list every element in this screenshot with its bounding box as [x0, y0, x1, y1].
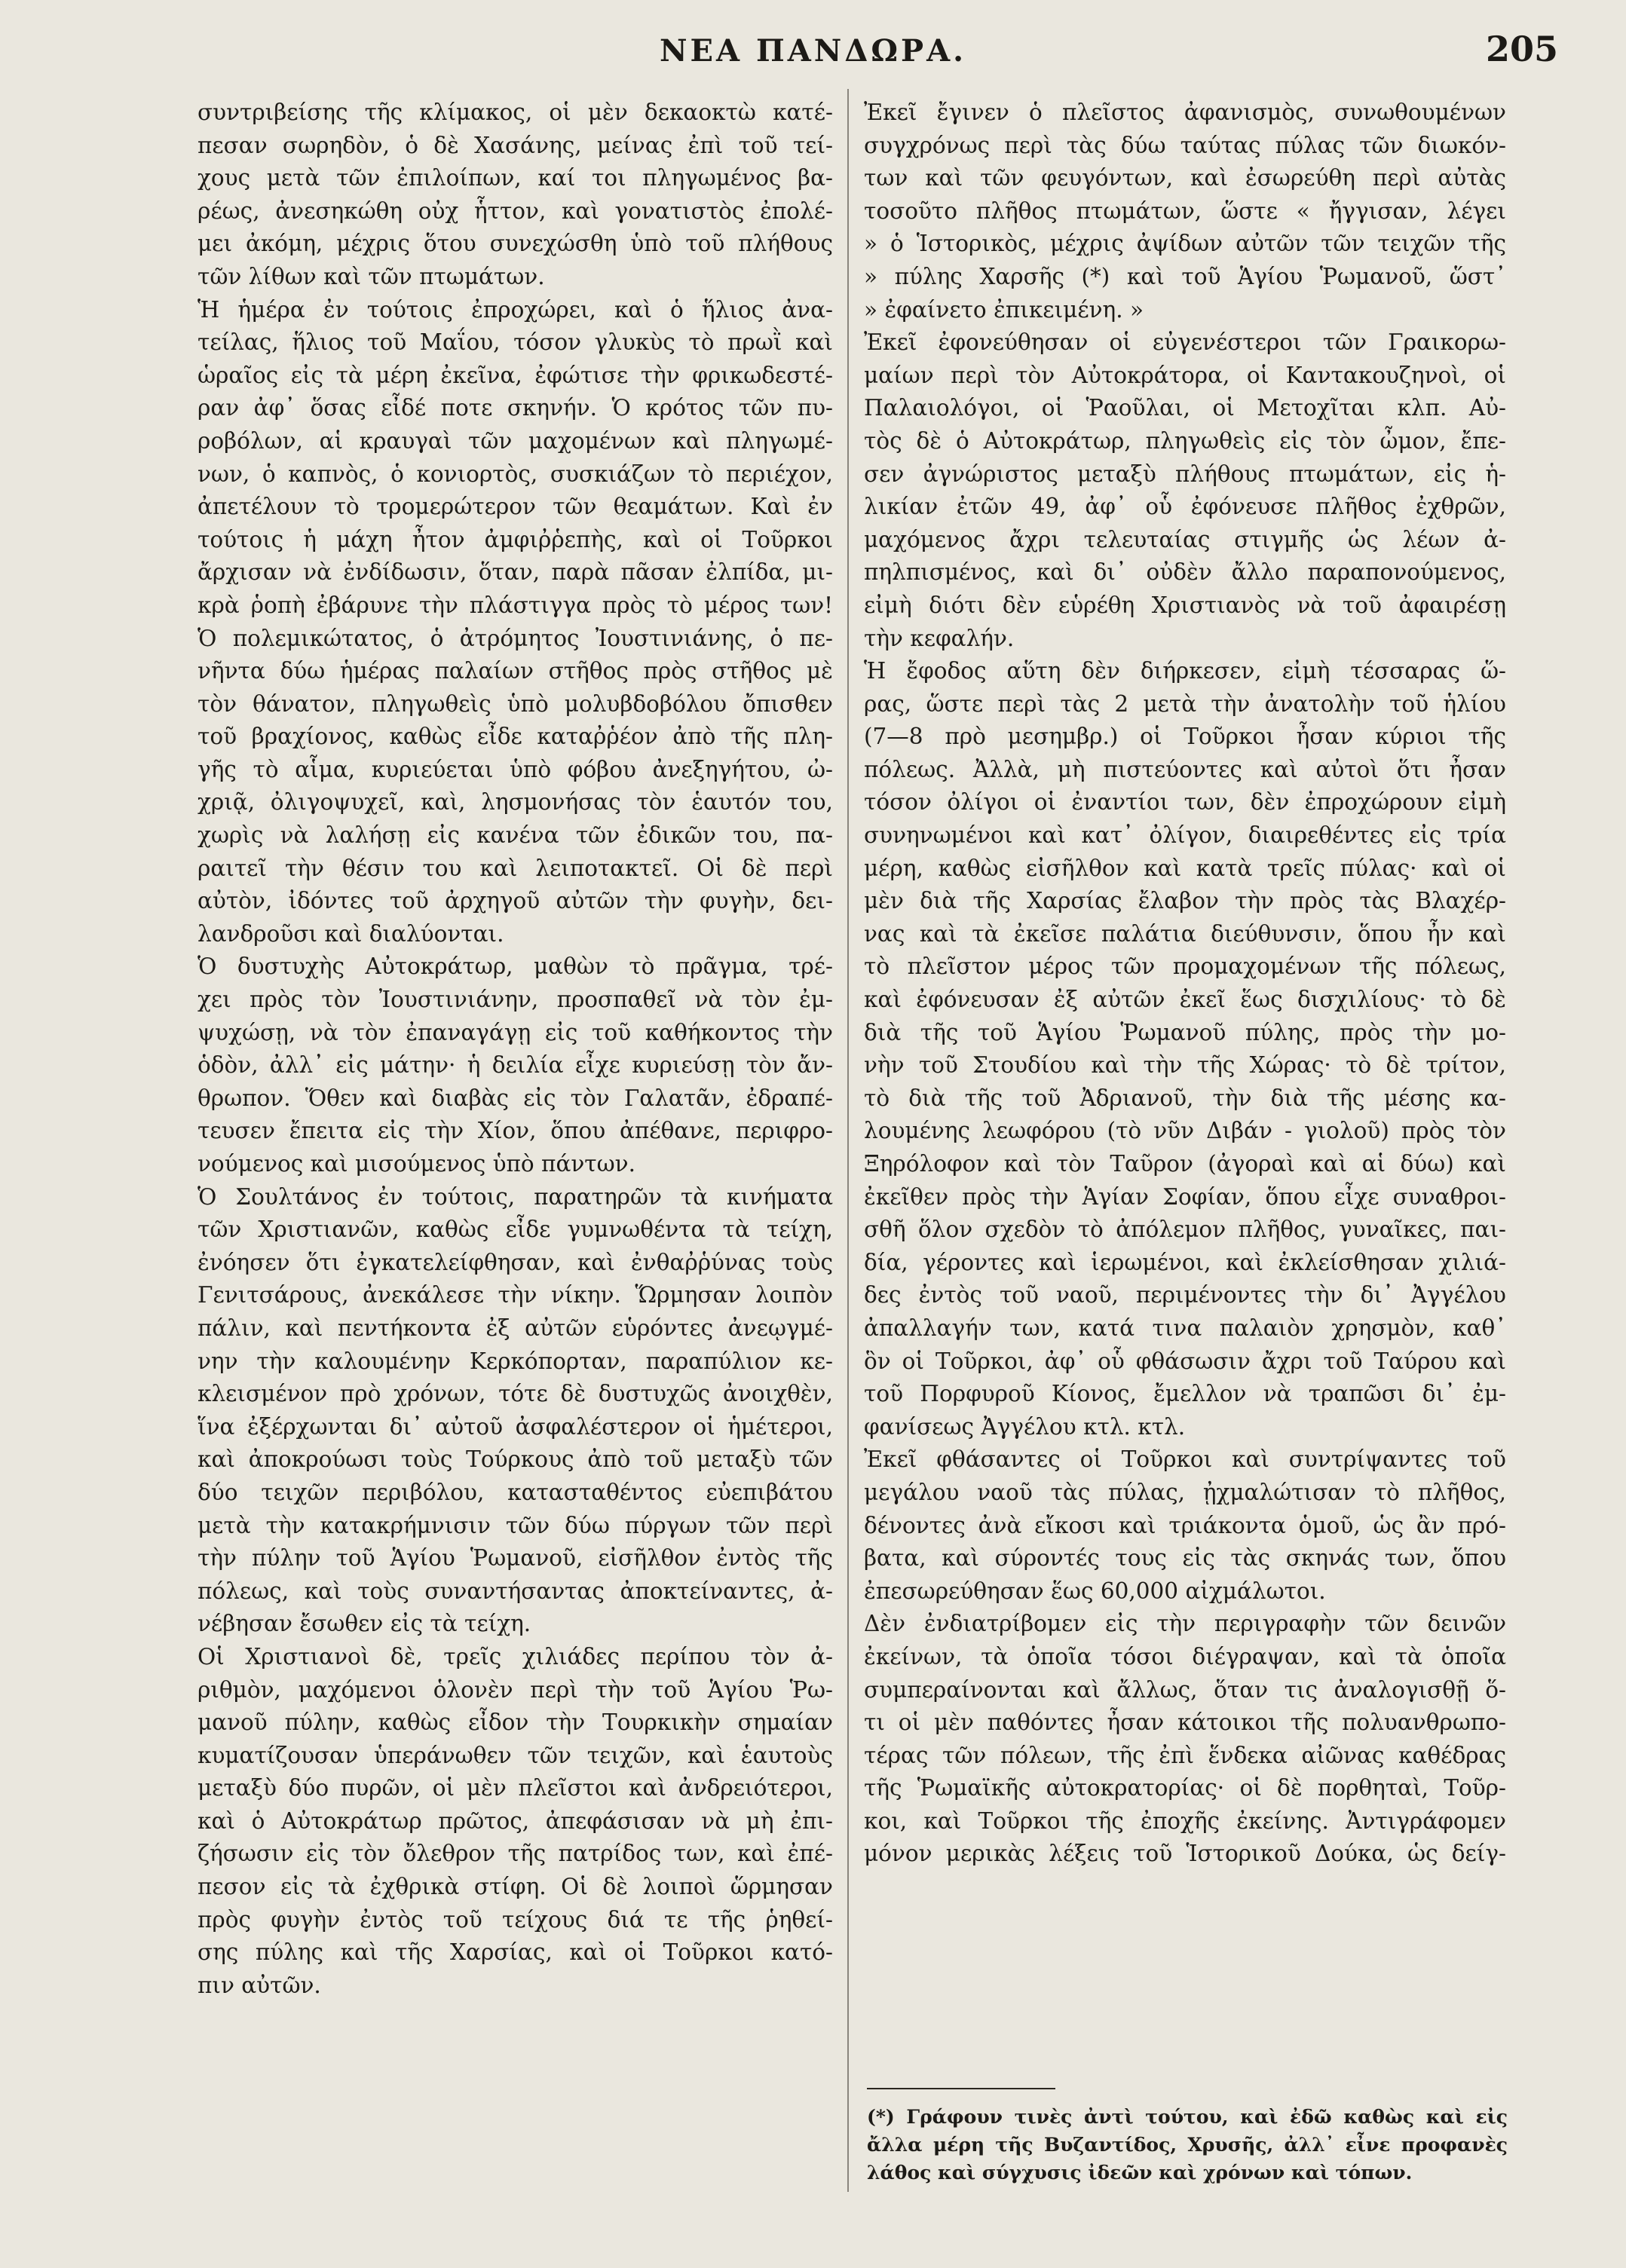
text-line: ἐνόησεν ὅτι ἐγκατελείφθησαν, καὶ ἐνθαῤῥύνας τοὺς	[198, 1249, 833, 1275]
text-line: ραν ἀφ᾽ ὅσας εἶδέ ποτε σκηνήν. Ὁ κρότος τῶν πυ-	[198, 395, 833, 421]
text-line: πεσαν σωρηδὸν, ὁ δὲ Χασάνης, μείνας ἐπὶ τοῦ τεί-	[198, 132, 833, 158]
text-line: καὶ ὁ Αὐτοκράτωρ πρῶτος, ἀπεφάσισαν νὰ μὴ ἐπι-	[198, 1807, 833, 1834]
text-line: τευσεν ἔπειτα εἰς τὴν Χίον, ὅπου ἀπέθανε, περιφρο-	[198, 1118, 833, 1144]
text-line: νην τὴν καλουμένην Κερκόπορταν, παραπύλιον κε-	[198, 1348, 833, 1374]
text-line: λάθος καὶ σύγχυσις ἰδεῶν καὶ χρόνων καὶ τόπων.	[867, 2162, 1413, 2184]
text-line: Δὲν ἐνδιατρίβομεν εἰς τὴν περιγραφὴν τῶν δεινῶν	[864, 1611, 1506, 1637]
text-line: ριθμὸν, μαχόμενοι ὁλονὲν περὶ τὴν τοῦ Ἁγίου Ῥω-	[198, 1676, 833, 1703]
text-line: ὁδὸν, ἀλλ᾽ εἰς μάτην· ἡ δειλία εἶχε κυριεύσῃ τὸν ἄν-	[198, 1052, 833, 1079]
text-line: συντριβείσης τῆς κλίμακος, οἱ μὲν δεκαοκτὼ κατέ-	[198, 99, 833, 125]
text-line: Γενιτσάρους, ἀνεκάλεσε τὴν νίκην. Ὥρμησαν λοιπὸν	[198, 1282, 833, 1308]
text-line: τοσοῦτο πλῆθος πτωμάτων, ὥστε « ἤγγισαν, λέγει	[864, 197, 1506, 224]
text-line: πιν αὐτῶν.	[198, 1972, 321, 1998]
text-line: ἄλλα μέρη τῆς Βυζαντίδος, Χρυσῆς, ἀλλ᾽ εἶνε προφανὲς	[867, 2134, 1508, 2156]
text-line: σεν ἀγνώριστος μεταξὺ πλήθους πτωμάτων, εἰς ἡ-	[864, 461, 1506, 487]
text-line: τούτοις ἡ μάχη ἦτον ἀμφιῤῥεπὴς, καὶ οἱ Τοῦρκοι	[198, 526, 833, 552]
text-line: τῶν Χριστιανῶν, καθὼς εἶδε γυμνωθέντα τὰ τείχη,	[198, 1217, 833, 1243]
text-line: ἵνα ἐξέρχωνται δι᾽ αὐτοῦ ἀσφαλέστερον οἱ ἡμέτεροι,	[198, 1413, 833, 1440]
text-line: σθῆ ὅλον σχεδὸν τὸ ἀπόλεμον πλῆθος, γυναῖκες, παι-	[864, 1217, 1506, 1243]
text-line: εἰμὴ διότι δὲν εὑρέθη Χριστιανὸς νὰ τοῦ ἀφαιρέσῃ	[864, 592, 1506, 618]
text-line: τείλας, ἥλιος τοῦ Μαΐου, τόσον γλυκὺς τὸ πρωῒ καὶ	[198, 329, 833, 356]
text-line: καὶ ἐφόνευσαν ἐξ αὐτῶν ἐκεῖ ἕως δισχιλίους· τὸ δὲ	[864, 987, 1506, 1013]
text-line: ἐπεσωρεύθησαν ἕως 60,000 αἰχμάλωτοι.	[864, 1578, 1326, 1604]
text-line: πόλεως, καὶ τοὺς συναντήσαντας ἀποκτείναντες, ἀ-	[198, 1578, 833, 1604]
text-line: πάλιν, καὶ πεντήκοντα ἐξ αὐτῶν εὑρόντες ἀνεῳγμέ-	[198, 1315, 833, 1341]
text-line: νέβησαν ἔσωθεν εἰς τὰ τείχη.	[198, 1611, 531, 1637]
text-line: νὴν τοῦ Στουδίου καὶ τὴν τῆς Χώρας· τὸ δὲ τρίτον,	[864, 1052, 1506, 1079]
text-line: βατα, καὶ σύροντές τους εἰς τὰς σκηνάς των, ὅπου	[864, 1545, 1506, 1572]
text-line: κρὰ ῥοπὴ ἐβάρυνε τὴν πλάστιγγα πρὸς τὸ μέρος των!	[198, 592, 833, 618]
text-line: μαίων περὶ τὸν Αὐτοκράτορα, οἱ Καντακουζηνοὶ, οἱ	[864, 362, 1506, 388]
footnote	[867, 2103, 1508, 2187]
text-line: (7—8 πρὸ μεσημβρ.) οἱ Τοῦρκοι ἦσαν κύριοι τῆς	[864, 724, 1506, 750]
text-line: ρέως, ἀνεσηκώθη οὐχ ἧττον, καὶ γονατιστὸς ἐπολέ-	[198, 197, 833, 224]
text-line: πεσον εἰς τὰ ἐχθρικὰ στίφη. Οἱ δὲ λοιποὶ ὥρμησαν	[198, 1874, 833, 1900]
text-line: ἀπαλλαγήν των, κατά τινα παλαιὸν χρησμὸν, καθ᾽	[864, 1315, 1506, 1341]
text-line: μαχόμενος ἄχρι τελευταίας στιγμῆς ὡς λέων ἀ-	[864, 526, 1506, 552]
text-line: χους μετὰ τῶν ἐπιλοίπων, καί τοι πληγωμένος βα-	[198, 165, 833, 191]
text-line: μετὰ τὴν κατακρήμνισιν τῶν δύω πύργων τῶν περὶ	[198, 1512, 833, 1538]
text-line: συγχρόνως περὶ τὰς δύω ταύτας πύλας τῶν διωκόν-	[864, 132, 1506, 158]
text-line: τέρας τῶν πόλεων, τῆς ἐπὶ ἕνδεκα αἰῶνας καθέδρας	[864, 1742, 1506, 1768]
footnote-rule	[867, 2088, 1055, 2089]
text-line: τῆς Ῥωμαϊκῆς αὐτοκρατορίας· οἱ δὲ πορθηταὶ, Τοῦρ-	[864, 1775, 1506, 1801]
text-line: νας καὶ τὰ ἐκεῖσε παλάτια διεύθυνσιν, ὅπου ἦν καὶ	[864, 920, 1506, 947]
text-line: Ἡ ἡμέρα ἐν τούτοις ἐπροχώρει, καὶ ὁ ἥλιος ἀνα-	[198, 296, 833, 323]
text-line: μανοῦ πύλην, καθὼς εἶδον τὴν Τουρκικὴν σημαίαν	[198, 1709, 833, 1736]
right-column	[864, 96, 1506, 2086]
text-line: χει πρὸς τὸν Ἰουστινιάνην, προσπαθεῖ νὰ τὸν ἐμ-	[198, 987, 833, 1013]
text-line: ροβόλων, αἱ κραυγαὶ τῶν μαχομένων καὶ πληγωμέ-	[198, 427, 833, 454]
text-line: δύο τειχῶν περιβόλου, κατασταθέντος εὐεπιβάτου	[198, 1479, 833, 1505]
text-line: Οἱ Χριστιανοὶ δὲ, τρεῖς χιλιάδες περίπου τὸν ἀ-	[198, 1643, 833, 1670]
text-line: ραιτεῖ τὴν θέσιν του καὶ λειποτακτεῖ. Οἱ δὲ περὶ	[198, 855, 833, 881]
text-line: τὸ διὰ τῆς τοῦ Ἀδριανοῦ, τὴν διὰ τῆς μέσης κα-	[864, 1085, 1506, 1111]
text-line: λουμένης λεωφόρου (τὸ νῦν Διβάν - γιολοῦ) πρὸς τὸν	[864, 1118, 1506, 1144]
text-line: δένοντες ἀνὰ εἴκοσι καὶ τριάκοντα ὁμοῦ, ὡς ἂν πρό-	[864, 1512, 1506, 1538]
text-line: τι οἱ μὲν παθόντες ἦσαν κάτοικοι τῆς πολυανθρωπο-	[864, 1709, 1506, 1736]
text-line: γῆς τὸ αἷμα, κυριεύεται ὑπὸ φόβου ἀνεξηγήτου, ὠ-	[198, 756, 833, 782]
text-line: » ἐφαίνετο ἐπικειμένη. »	[864, 296, 1144, 323]
text-line: μέρη, καθὼς εἰσῆλθον καὶ κατὰ τρεῖς πύλας· καὶ οἱ	[864, 855, 1506, 881]
text-line: μεταξὺ δύο πυρῶν, οἱ μὲν πλεῖστοι καὶ ἀνδρειότεροι,	[198, 1775, 833, 1801]
text-line: » ὁ Ἱστορικὸς, μέχρις ἀψίδων αὐτῶν τῶν τειχῶν τῆς	[864, 231, 1506, 257]
text-line: ὡραῖος εἰς τὰ μέρη ἐκεῖνα, ἐφώτισε τὴν φρικωδεστέ-	[198, 362, 833, 388]
text-line: ζήσωσιν εἰς τὸν ὄλεθρον τῆς πατρίδος των, καὶ ἐπέ-	[198, 1841, 833, 1867]
running-title: ΝΕΑ ΠΑΝΔΩΡΑ.	[659, 33, 967, 69]
text-line: τῶν λίθων καὶ τῶν πτωμάτων.	[198, 263, 545, 289]
text-line: Ἡ ἔφοδος αὕτη δὲν διήρκεσεν, εἰμὴ τέσσαρας ὥ-	[864, 658, 1506, 684]
text-line: χωρὶς νὰ λαλήσῃ εἰς κανένα τῶν ἐδικῶν του, πα-	[198, 822, 833, 849]
text-line: μεγάλου ναοῦ τὰς πύλας, ᾐχμαλώτισαν τὸ πλῆθος,	[864, 1479, 1506, 1505]
text-line: νων, ὁ καπνὸς, ὁ κονιορτὸς, συσκιάζων τὸ περιέχον,	[198, 461, 833, 487]
text-line: μὲν διὰ τῆς Χαρσίας ἔλαβον τὴν πρὸς τὰς Βλαχέρ-	[864, 888, 1506, 914]
text-line: τὴν πύλην τοῦ Ἁγίου Ῥωμανοῦ, εἰσῆλθον ἐντὸς τῆς	[198, 1545, 833, 1572]
text-line: τόσον ὀλίγοι οἱ ἐναντίοι των, δὲν ἐπροχώρουν εἰμὴ	[864, 789, 1506, 816]
text-line: λικίαν ἐτῶν 49, ἀφ᾽ οὗ ἐφόνευσε πλῆθος ἐχθρῶν,	[864, 494, 1506, 520]
text-line: (*) Γράφουν τινὲς ἀντὶ τούτου, καὶ ἐδῶ καθὼς καὶ εἰς	[867, 2106, 1508, 2128]
left-column	[198, 96, 833, 2192]
text-line: Ξηρόλοφον καὶ τὸν Ταῦρον (ἀγοραὶ καὶ αἱ δύω) καὶ	[864, 1151, 1506, 1177]
text-line: αὐτὸν, ἰδόντες τοῦ ἀρχηγοῦ αὐτῶν τὴν φυγὴν, δει-	[198, 888, 833, 914]
text-line: Ἐκεῖ φθάσαντες οἱ Τοῦρκοι καὶ συντρίψαντες τοῦ	[864, 1446, 1506, 1473]
text-line: τοῦ Πορφυροῦ Κίονος, ἔμελλον νὰ τραπῶσι δι᾽ ἐμ-	[864, 1381, 1506, 1407]
text-line: τὴν κεφαλήν.	[864, 625, 1015, 651]
text-line: » πύλης Χαρσῆς (*) καὶ τοῦ Ἁγίου Ῥωμανοῦ, ὥστ᾽	[864, 263, 1506, 289]
text-line: τὸ πλεῖστον μέρος τῶν προμαχομένων τῆς πόλεως,	[864, 953, 1506, 980]
text-line: νῆντα δύω ἡμέρας παλαίων στῆθος πρὸς στῆθος μὲ	[198, 658, 833, 684]
text-line: τοῦ βραχίονος, καθὼς εἶδε καταῤῥέον ἀπὸ τῆς πλη-	[198, 724, 833, 750]
text-line: τὸν θάνατον, πληγωθεὶς ὑπὸ μολυβδοβόλου ὄπισθεν	[198, 690, 833, 717]
text-line: θρωπον. Ὅθεν καὶ διαβὰς εἰς τὸν Γαλατᾶν, ἐδραπέ-	[198, 1085, 833, 1111]
text-line: κλεισμένον πρὸ χρόνων, τότε δὲ δυστυχῶς ἀνοιχθὲν,	[198, 1381, 833, 1407]
text-line: κυματίζουσαν ὑπεράνωθεν τῶν τειχῶν, καὶ ἑαυτοὺς	[198, 1742, 833, 1768]
text-line: δία, γέροντες καὶ ἱερωμένοι, καὶ ἐκλείσθησαν χιλιά-	[864, 1249, 1506, 1275]
text-line: των καὶ τῶν φευγόντων, καὶ ἐσωρεύθη περὶ αὐτὰς	[864, 165, 1506, 191]
text-line: σης πύλης καὶ τῆς Χαρσίας, καὶ οἱ Τοῦρκοι κατό-	[198, 1939, 833, 1966]
text-line: νούμενος καὶ μισούμενος ὑπὸ πάντων.	[198, 1151, 635, 1177]
text-line: Ὁ πολεμικώτατος, ὁ ἀτρόμητος Ἰουστινιάνης, ὁ πε-	[198, 625, 833, 651]
text-line: πόλεως. Ἀλλὰ, μὴ πιστεύοντες καὶ αὐτοὶ ὅτι ἦσαν	[864, 756, 1506, 782]
text-line: φανίσεως Ἀγγέλου κτλ. κτλ.	[864, 1413, 1186, 1440]
text-line: χριᾷ, ὀλιγοψυχεῖ, καὶ, λησμονήσας τὸν ἑαυτόν του,	[198, 789, 833, 816]
text-line: Ὁ δυστυχὴς Αὐτοκράτωρ, μαθὼν τὸ πρᾶγμα, τρέ-	[198, 953, 833, 980]
text-line: μει ἀκόμη, μέχρις ὅτου συνεχώσθη ὑπὸ τοῦ πλήθους	[198, 231, 833, 257]
text-line: ἐκείνων, τὰ ὁποῖα τόσοι διέγραψαν, καὶ τὰ ὁποῖα	[864, 1643, 1506, 1670]
text-line: πηλπισμένος, καὶ δι᾽ οὐδὲν ἄλλο παραπονούμενος,	[864, 559, 1506, 586]
text-line: ψυχώσῃ, νὰ τὸν ἐπαναγάγῃ εἰς τοῦ καθήκοντος τὴν	[198, 1019, 833, 1045]
text-line: πρὸς φυγὴν ἐντὸς τοῦ τείχους διά τε τῆς ῥηθεί-	[198, 1906, 833, 1933]
text-line: κοι, καὶ Τοῦρκοι τῆς ἐποχῆς ἐκείνης. Ἀντιγράφομεν	[864, 1807, 1506, 1834]
text-line: συνηνωμένοι καὶ κατ᾽ ὀλίγον, διαιρεθέντες εἰς τρία	[864, 822, 1506, 849]
running-head	[0, 29, 1626, 74]
text-line: ἄρχισαν νὰ ἐνδίδωσιν, ὅταν, παρὰ πᾶσαν ἐλπίδα, μι-	[198, 559, 833, 586]
page-number: 205	[1485, 29, 1558, 69]
text-line: Ὁ Σουλτάνος ἐν τούτοις, παρατηρῶν τὰ κινήματα	[198, 1183, 833, 1210]
text-line: μόνον μερικὰς λέξεις τοῦ Ἱστορικοῦ Δούκα, ὡς δείγ-	[864, 1841, 1506, 1867]
text-line: Ἐκεῖ ἔγινεν ὁ πλεῖστος ἀφανισμὸς, συνωθουμένων	[864, 99, 1506, 125]
text-line: λανδροῦσι καὶ διαλύονται.	[198, 920, 504, 947]
text-line: ἐκεῖθεν πρὸς τὴν Ἁγίαν Σοφίαν, ὅπου εἶχε συναθροι-	[864, 1183, 1506, 1210]
text-line: τὸς δὲ ὁ Αὐτοκράτωρ, πληγωθεὶς εἰς τὸν ὦμον, ἔπε-	[864, 427, 1506, 454]
column-divider	[847, 89, 849, 2192]
text-line: ὃν οἱ Τοῦρκοι, ἀφ᾽ οὗ φθάσωσιν ἄχρι τοῦ Ταύρου καὶ	[864, 1348, 1506, 1374]
text-line: ἀπετέλουν τὸ τρομερώτερον τῶν θεαμάτων. Καὶ ἐν	[198, 494, 833, 520]
text-line: δες ἐντὸς τοῦ ναοῦ, περιμένοντες τὴν δι᾽ Ἀγγέλου	[864, 1282, 1506, 1308]
text-line: συμπεραίνονται καὶ ἄλλως, ὅταν τις ἀναλογισθῇ ὅ-	[864, 1676, 1506, 1703]
text-line: ρας, ὥστε περὶ τὰς 2 μετὰ τὴν ἀνατολὴν τοῦ ἡλίου	[864, 690, 1506, 717]
text-line: Ἐκεῖ ἐφονεύθησαν οἱ εὐγενέστεροι τῶν Γραικορω-	[864, 329, 1506, 356]
text-line: Παλαιολόγοι, οἱ Ῥαοῦλαι, οἱ Μετοχῖται κλπ. Αὐ-	[864, 395, 1506, 421]
text-line: καὶ ἀποκρούωσι τοὺς Τούρκους ἀπὸ τοῦ μεταξὺ τῶν	[198, 1446, 833, 1473]
text-line: διὰ τῆς τοῦ Ἁγίου Ῥωμανοῦ πύλης, πρὸς τὴν μο-	[864, 1019, 1506, 1045]
